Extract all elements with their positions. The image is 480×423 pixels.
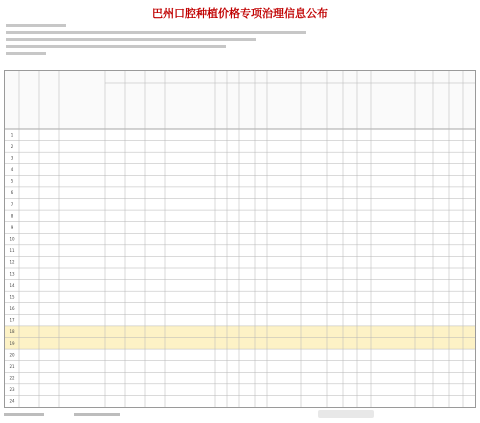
row-number: 1 [10, 132, 14, 138]
row-number: 21 [9, 363, 15, 369]
footer-text [74, 413, 120, 416]
row-number: 14 [9, 282, 15, 288]
row-number: 19 [9, 340, 15, 346]
row-number: 23 [9, 387, 15, 393]
row-number: 8 [10, 213, 14, 219]
row-number: 12 [9, 259, 15, 265]
highlighted-row [5, 338, 475, 350]
row-number: 7 [10, 201, 14, 207]
row-number: 9 [10, 224, 14, 230]
row-number: 13 [9, 271, 15, 277]
row-number: 16 [9, 306, 15, 312]
row-number: 10 [9, 236, 15, 242]
note-line [6, 52, 46, 55]
table-grid [5, 71, 475, 407]
row-number: 4 [10, 167, 14, 173]
note-line [6, 45, 226, 48]
price-table [4, 70, 476, 408]
footer-text [4, 413, 44, 416]
row-number: 11 [9, 248, 15, 254]
row-number: 22 [9, 375, 15, 381]
note-line [6, 38, 256, 41]
row-number: 6 [10, 190, 14, 196]
note-line [6, 31, 306, 34]
table-footer [4, 411, 304, 419]
page-title: 巴州口腔种植价格专项治理信息公布 [152, 7, 328, 20]
row-number: 5 [10, 178, 14, 184]
table-header [5, 71, 475, 129]
row-number: 2 [10, 143, 14, 149]
row-number: 18 [9, 329, 15, 335]
row-number: 17 [9, 317, 15, 323]
row-number: 3 [10, 155, 14, 161]
watermark [318, 410, 374, 418]
row-number: 20 [9, 352, 15, 358]
notes-block [6, 24, 306, 59]
highlighted-row [5, 326, 475, 338]
row-number: 15 [9, 294, 15, 300]
row-number: 24 [9, 398, 15, 404]
note-line [6, 24, 66, 27]
